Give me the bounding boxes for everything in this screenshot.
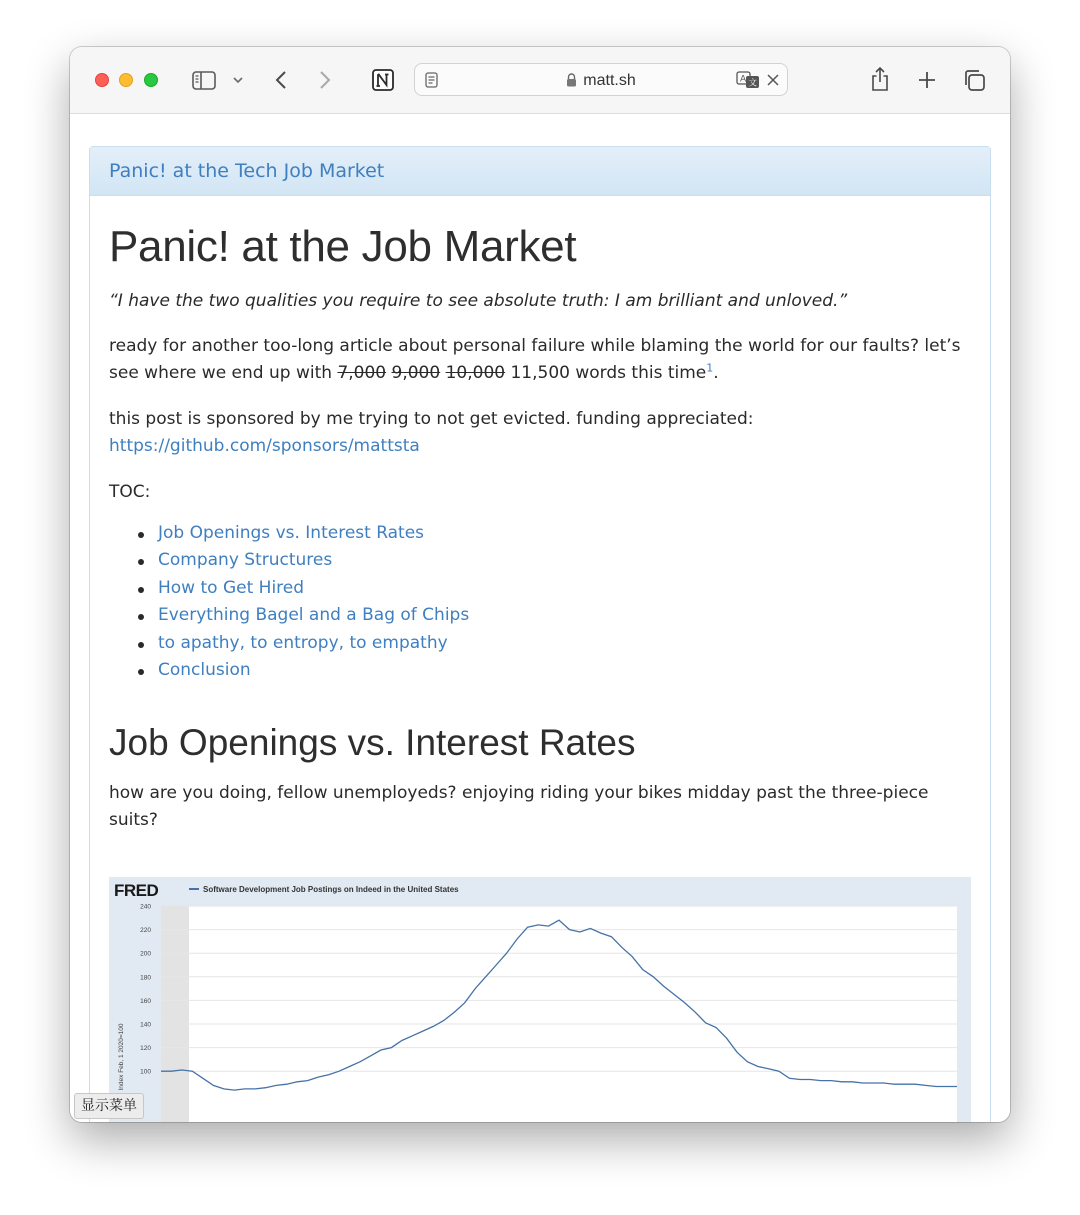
- y-tick-label: 160: [140, 997, 151, 1005]
- toc-item-apathy[interactable]: to apathy, to entropy, to empathy: [158, 630, 971, 657]
- epigraph-quote: “I have the two qualities you require to see absolute truth: I am brilliant and unloved.”: [109, 291, 848, 311]
- sponsor-text: this post is sponsored by me trying to not get evicted. funding appreciated:: [109, 409, 754, 429]
- web-content: [70, 114, 1010, 1122]
- section-paragraph: how are you doing, fellow unemployeds? enjoying riding your bikes midday past the three-piece suits?: [109, 783, 929, 831]
- toc-item-how-to-get-hired[interactable]: How to Get Hired: [158, 575, 971, 602]
- translate-icon[interactable]: [735, 70, 761, 90]
- section-heading: Job Openings vs. Interest Rates: [109, 722, 636, 764]
- chart-plot: [109, 877, 971, 1122]
- browser-toolbar: [70, 47, 1010, 114]
- toc-item-company-structures[interactable]: Company Structures: [158, 547, 971, 574]
- recession-shading: [161, 906, 189, 1122]
- intro-paragraph: [109, 333, 971, 387]
- close-window-button[interactable]: [95, 73, 109, 87]
- y-tick-label: 120: [140, 1045, 151, 1053]
- share-icon[interactable]: [868, 64, 892, 94]
- fred-logo: FRED: [114, 881, 159, 900]
- chevron-down-icon[interactable]: [230, 72, 246, 88]
- forward-arrow-icon[interactable]: [314, 68, 336, 92]
- new-tab-icon[interactable]: [915, 68, 939, 92]
- url-display[interactable]: [415, 72, 787, 92]
- plot-area: [161, 906, 957, 1122]
- toc-item-conclusion[interactable]: Conclusion: [158, 657, 971, 684]
- tab-overview-icon[interactable]: [961, 67, 987, 93]
- article-panel: [89, 146, 991, 1122]
- struck-count-1: 7,000: [337, 363, 387, 383]
- sponsor-paragraph: [109, 406, 971, 460]
- y-tick-label: 220: [140, 927, 151, 935]
- fred-chart-image: [109, 877, 971, 1122]
- browser-window: [70, 47, 1010, 1122]
- address-bar[interactable]: [414, 63, 788, 96]
- zoom-window-button[interactable]: [144, 73, 158, 87]
- y-tick-label: 100: [140, 1068, 151, 1076]
- struck-count-3: 10,000: [445, 363, 506, 383]
- svg-text:文: 文: [748, 78, 758, 89]
- chart-title-text: Software Development Job Postings on Indeed in the United States: [203, 885, 459, 894]
- sidebar-toggle-icon[interactable]: [190, 68, 218, 92]
- svg-text:A: A: [740, 74, 747, 85]
- lock-icon: [566, 73, 577, 92]
- toc-list: [109, 520, 971, 684]
- article-body: [90, 222, 990, 834]
- site-title-link[interactable]: Panic! at the Tech Job Market: [109, 160, 385, 182]
- toc-item-everything-bagel[interactable]: Everything Bagel and a Bag of Chips: [158, 602, 971, 629]
- y-tick-label: 240: [140, 903, 151, 911]
- intro-text-a: ready for another too-long article about personal failure while blaming the world for our faults? let’s see where we end up with: [109, 336, 961, 383]
- back-arrow-icon[interactable]: [270, 68, 292, 92]
- toc-item-job-openings[interactable]: Job Openings vs. Interest Rates: [158, 520, 971, 547]
- intro-text-c: .: [713, 363, 719, 383]
- page-title: Panic! at the Job Market: [109, 222, 577, 271]
- footnote-link[interactable]: 1: [706, 361, 714, 375]
- toc-label: TOC:: [109, 482, 151, 502]
- intro-text-b: 11,500 words this time: [505, 363, 707, 383]
- notion-extension-icon[interactable]: [370, 67, 396, 93]
- y-tick-label: 180: [140, 974, 151, 982]
- y-tick-label: 140: [140, 1021, 151, 1029]
- struck-count-2: 9,000: [391, 363, 441, 383]
- y-axis-label: Index Feb, 1 2020=100: [118, 1023, 125, 1091]
- site-header: [90, 147, 990, 196]
- sponsor-link[interactable]: https://github.com/sponsors/mattsta: [109, 436, 420, 456]
- y-tick-label: 200: [140, 950, 151, 958]
- show-menu-button[interactable]: 显示菜单: [74, 1093, 144, 1119]
- close-icon[interactable]: [764, 71, 782, 89]
- url-text: matt.sh: [583, 72, 636, 89]
- minimize-window-button[interactable]: [119, 73, 133, 87]
